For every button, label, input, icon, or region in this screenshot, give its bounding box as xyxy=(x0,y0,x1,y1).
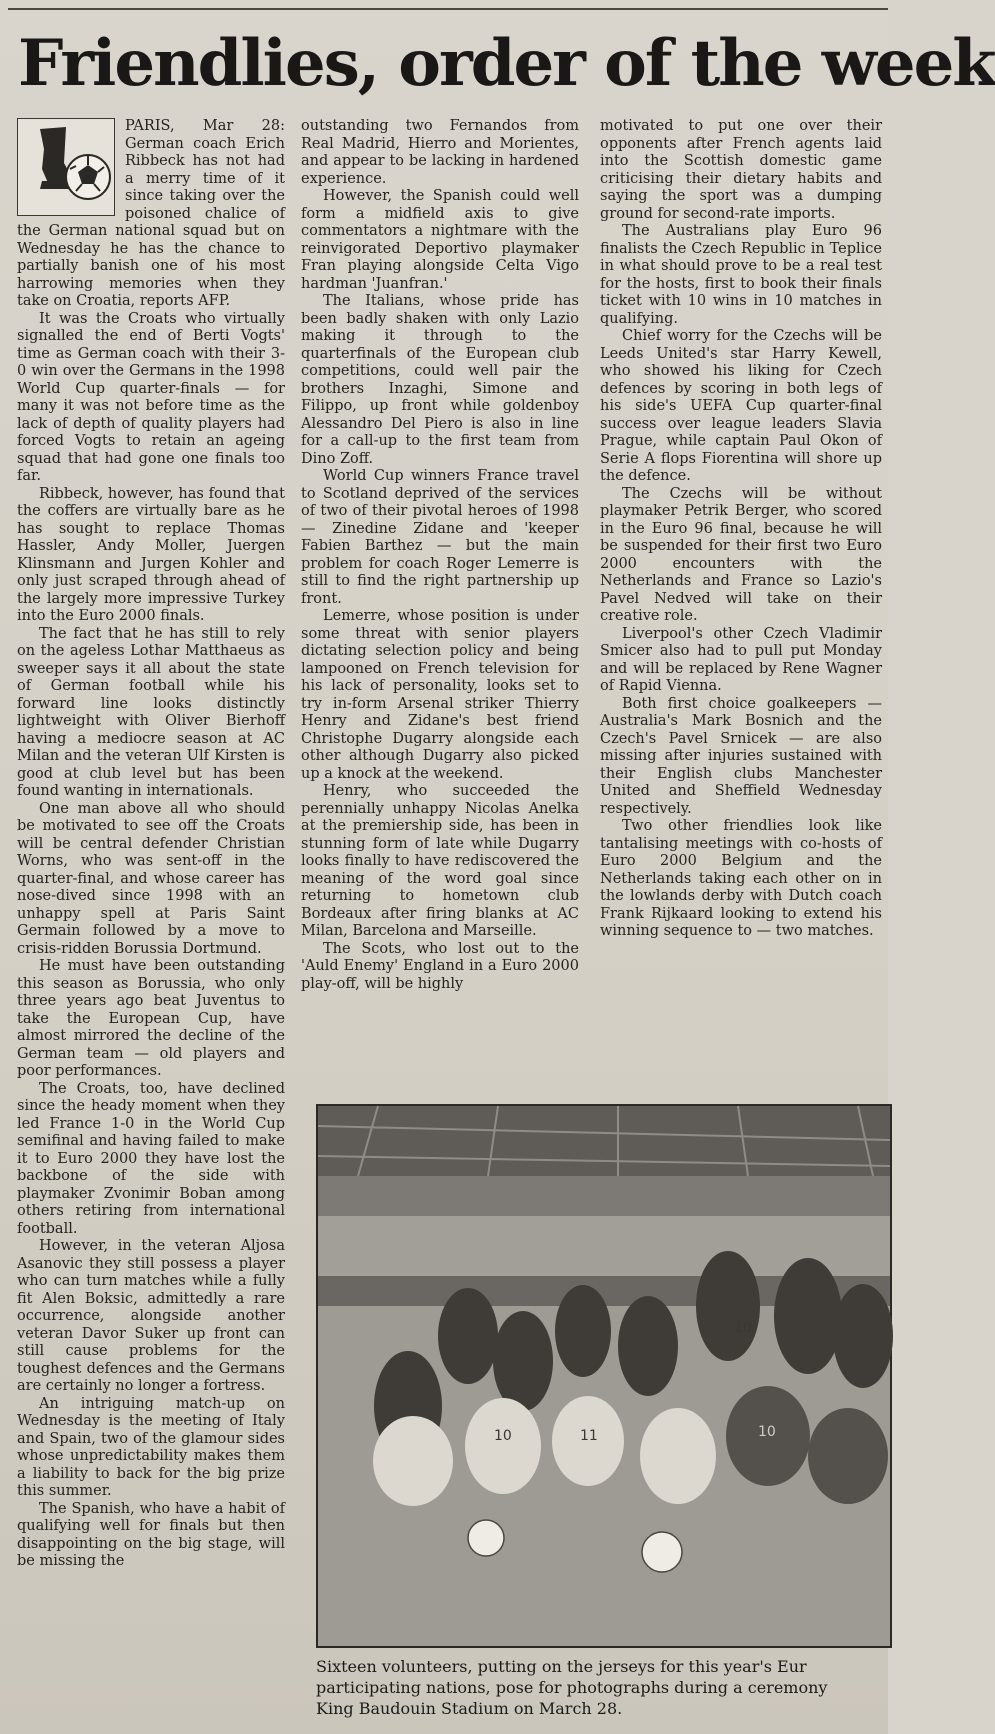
article-paragraph: Both first choice goalkeepers — Australia's Mark Bosnich and the Czech's Pavel Srnicek — are also missing after injuries sustained with their English clubs Manchester United and Sheffield Wednesday respectively. xyxy=(600,695,882,817)
article-column-2 xyxy=(301,118,579,993)
article-paragraph: The fact that he has still to rely on the ageless Lothar Matthaeus as sweeper says it all about the state of German football while his forward line looks distinctly lightweight with Oliver Bierhoff having a mediocre season at AC Milan and the veteran Ulf Kirsten is good at club level but has been found wanting in internationals. xyxy=(17,625,285,799)
article-paragraph: Ribbeck, however, has found that the coffers are virtually bare as he has sought to replace Thomas Hassler, Andy Moller, Juergen Klinsmann and Jurgen Kohler and only just scraped through ahead of the largely more impressive Turkey into the Euro 2000 finals. xyxy=(17,485,285,624)
shirt-number: 10 xyxy=(734,1320,752,1336)
football-boot-ball-icon xyxy=(17,118,115,216)
article-paragraph: The Scots, who lost out to the 'Auld Enemy' England in a Euro 2000 play-off, will be highly xyxy=(301,940,579,992)
article-paragraph: The Czechs will be without playmaker Petrik Berger, who scored in the Euro 96 final, because he will be suspended for their first two Euro 2000 encounters with the Netherlands and France so Lazio's Pavel Nedved will take on their creative role. xyxy=(600,485,882,624)
shirt-number: 10 xyxy=(494,1428,512,1444)
caption-line: Sixteen volunteers, putting on the jerseys for this year's Eur xyxy=(316,1657,807,1676)
headline: Friendlies, order of the week xyxy=(18,26,995,101)
article-paragraph: motivated to put one over their opponents after French agents laid into the Scottish domestic game criticising their dietary habits and saying the sport was a dumping ground for second-rate imports. xyxy=(600,118,882,222)
team-photo xyxy=(316,1104,892,1648)
article-paragraph: The Italians, whose pride has been badly shaken with only Lazio making it through to the quarterfinals of the European club competitions, could well pair the brothers Inzaghi, Simone and Filippo, up front while goldenboy Alessandro Del Piero is also in line for a call-up to the first team from Dino Zoff. xyxy=(301,293,579,467)
article-paragraph: The Australians play Euro 96 finalists the Czech Republic in Teplice in what should prove to be a real test for the hosts, first to book their finals ticket with 10 wins in 10 matches in qualifying. xyxy=(600,223,882,327)
shirt-number: 10 xyxy=(758,1424,776,1440)
article-paragraph: An intriguing match-up on Wednesday is the meeting of Italy and Spain, two of the glamour sides whose unpredictability makes them a liability to back for the big prize this summer. xyxy=(17,1395,285,1499)
article-paragraph: World Cup winners France travel to Scotland deprived of the services of two of their pivotal heroes of 1998 — Zinedine Zidane and 'keeper Fabien Barthez — but the main problem for coach Roger Lemerre is still to find the right partnership up front. xyxy=(301,468,579,607)
shirt-number: 11 xyxy=(580,1428,598,1444)
article-paragraph: PARIS, Mar 28: German coach Erich Ribbeck has not had a merry time of it since taking over the poisoned chalice of the German national squad but on Wednesday he has the chance to partially banish one of his most harrowing memories when they take on Croatia, reports AFP. xyxy=(17,118,285,309)
article-column-3 xyxy=(600,118,882,941)
article-paragraph: However, the Spanish could well form a midfield axis to give commentators a nightmare with the reinvigorated Deportivo playmaker Fran playing alongside Celta Vigo hardman 'Juanfran.' xyxy=(301,188,579,292)
article-paragraph: Chief worry for the Czechs will be Leeds United's star Harry Kewell, who showed his liking for Czech defences by scoring in both legs of his side's UEFA Cup quarter-final success over league leaders Slavia Prague, while captain Paul Okon of Serie A flops Fiorentina will shore up the defence. xyxy=(600,328,882,484)
article-paragraph: outstanding two Fernandos from Real Madrid, Hierro and Morientes, and appear to be lacking in hardened experience. xyxy=(301,118,579,187)
article-paragraph: Two other friendlies look like tantalising meetings with co-hosts of Euro 2000 Belgium and the Netherlands taking each other on in the lowlands derby with Dutch coach Frank Rijkaard looking to extend his winning sequence to — two matches. xyxy=(600,818,882,939)
article-column-1 xyxy=(17,118,285,1571)
article-paragraph: One man above all who should be motivated to see off the Croats will be central defender Christian Worns, who was sent-off in the quarter-final, and whose career has nose-dived since 1998 with an unhappy spell at Paris Saint Germain followed by a move to crisis-ridden Borussia Dortmund. xyxy=(17,800,285,957)
article-paragraph: Henry, who succeeded the perennially unhappy Nicolas Anelka at the premiership side, has been in stunning form of late while Dugarry looks finally to have rediscovered the meaning of the word goal since returning to hometown club Bordeaux after firing blanks at AC Milan, Barcelona and Marseille. xyxy=(301,783,579,939)
top-rule xyxy=(8,8,888,10)
article-paragraph: It was the Croats who virtually signalled the end of Berti Vogts' time as German coach with their 3-0 win over the Germans in the 1998 World Cup quarter-finals — for many it was not before time as the lack of depth of quality players had forced Vogts to retain an ageing squad that had gone one finals too far. xyxy=(17,310,285,484)
article-paragraph: He must have been outstanding this season as Borussia, who only three years ago beat Juventus to take the European Cup, have almost mirrored the decline of the German team — old players and poor performances. xyxy=(17,958,285,1079)
article-paragraph: The Croats, too, have declined since the heady moment when they led France 1-0 in the World Cup semifinal and having failed to make it to Euro 2000 they have lost the backbone of the side with playmaker Zvonimir Boban among others retiring from international football. xyxy=(17,1080,285,1237)
photo-caption xyxy=(316,1656,888,1719)
article-paragraph: Lemerre, whose position is under some threat with senior players dictating selection policy and being lampooned on French television for his lack of personality, looks set to try in-form Arsenal striker Thierry Henry and Zidane's best friend Christophe Dugarry alongside each other although Dugarry also picked up a knock at the weekend. xyxy=(301,608,579,782)
article-paragraph: However, in the veteran Aljosa Asanovic they still possess a player who can turn matches while a fully fit Alen Boksic, admittedly a rare occurrence, alongside another veteran Davor Suker up front can still cause problems for the toughest defences and the Germans are certainly no longer a fortress. xyxy=(17,1238,285,1394)
article-paragraph: Liverpool's other Czech Vladimir Smicer also had to pull put Monday and will be replaced by Rene Wagner of Rapid Vienna. xyxy=(600,625,882,694)
article-paragraph: The Spanish, who have a habit of qualifying well for finals but then disappointing on the big stage, will be missing the xyxy=(17,1500,285,1569)
caption-line: participating nations, pose for photographs during a ceremony xyxy=(316,1678,828,1697)
caption-line: King Baudouin Stadium on March 28. xyxy=(316,1699,623,1718)
